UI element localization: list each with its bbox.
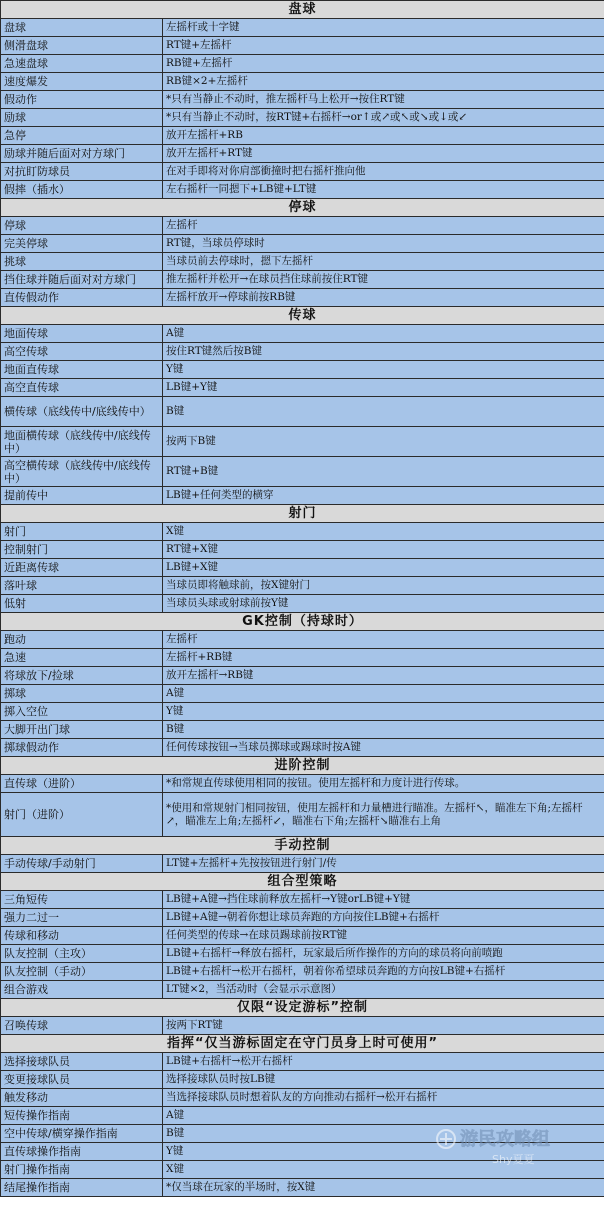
action-name: 触发移动 xyxy=(1,1089,163,1107)
action-name: 假摔（插水） xyxy=(1,181,163,199)
button-mapping: 左右摇杆一同摁下+LB键+LT键 xyxy=(163,181,604,199)
control-row xyxy=(1,541,604,559)
control-row xyxy=(1,457,604,487)
button-mapping: *只有当静止不动时，推左摇杆马上松开→按住RT键 xyxy=(163,91,604,109)
action-name: 高空传球 xyxy=(1,343,163,361)
control-row xyxy=(1,181,604,199)
control-row xyxy=(1,793,604,837)
section-header xyxy=(1,873,604,891)
action-name: 近距离传球 xyxy=(1,559,163,577)
button-mapping: A键 xyxy=(163,1107,604,1125)
action-name: 急速盘球 xyxy=(1,55,163,73)
control-row xyxy=(1,427,604,457)
control-row xyxy=(1,91,604,109)
action-name: 召唤传球 xyxy=(1,1017,163,1035)
button-mapping: LB键+右摇杆→松开右摇杆 xyxy=(163,1053,604,1071)
action-name: 高空直传球 xyxy=(1,379,163,397)
control-row xyxy=(1,379,604,397)
button-mapping: A键 xyxy=(163,685,604,703)
action-name: 掷球假动作 xyxy=(1,739,163,757)
button-mapping: 左摇杆+RB键 xyxy=(163,649,604,667)
button-mapping: 推左摇杆并松开→在球员挡住球前按住RT键 xyxy=(163,271,604,289)
action-name: 大脚开出门球 xyxy=(1,721,163,739)
action-name: 励球 xyxy=(1,109,163,127)
button-mapping: 放开左摇杆→RB键 xyxy=(163,667,604,685)
action-name: 急速 xyxy=(1,649,163,667)
section-title: 进阶控制 xyxy=(1,757,604,775)
action-name: 组合游戏 xyxy=(1,981,163,999)
control-row xyxy=(1,73,604,91)
button-mapping: LB键+右摇杆→松开右摇杆，朝着你希望球员奔跑的方向按LB键+右摇杆 xyxy=(163,963,604,981)
button-mapping: LB键+A键→朝着你想让球员奔跑的方向按住LB键+右摇杆 xyxy=(163,909,604,927)
action-name: 控制射门 xyxy=(1,541,163,559)
control-row xyxy=(1,649,604,667)
section-title: 手动控制 xyxy=(1,837,604,855)
section-header xyxy=(1,1035,604,1053)
button-mapping: *使用和常规射门相同按钮，使用左摇杆和力量槽进行瞄准。左摇杆↖，瞄准左下角;左摇杆↗，瞄准左上角;左摇杆↙，瞄准右下角;左摇杆↘瞄准右上角 xyxy=(163,793,604,837)
action-name: 低射 xyxy=(1,595,163,613)
action-name: 掷入空位 xyxy=(1,703,163,721)
action-name: 假动作 xyxy=(1,91,163,109)
action-name: 手动传球/手动射门 xyxy=(1,855,163,873)
watermark-brand: 游民攻略组 xyxy=(460,1129,550,1150)
button-mapping: *和常规直传球使用相同的按钮。使用左摇杆和力度计进行传球。 xyxy=(163,775,604,793)
action-name: 侧滑盘球 xyxy=(1,37,163,55)
button-mapping: LB键+X键 xyxy=(163,559,604,577)
button-mapping: LB键+A键→挡住球前释放左摇杆→Y键orLB键+Y键 xyxy=(163,891,604,909)
control-row xyxy=(1,325,604,343)
action-name: 挑球 xyxy=(1,253,163,271)
control-row xyxy=(1,739,604,757)
button-mapping: 左摇杆 xyxy=(163,217,604,235)
button-mapping: 当球员即将触球前，按X键射门 xyxy=(163,577,604,595)
action-name: 射门操作指南 xyxy=(1,1161,163,1179)
control-row xyxy=(1,1071,604,1089)
section-title: 传球 xyxy=(1,307,604,325)
control-row xyxy=(1,1089,604,1107)
control-row xyxy=(1,595,604,613)
action-name: 跑动 xyxy=(1,631,163,649)
action-name: 射门 xyxy=(1,523,163,541)
button-mapping: RT键+B键 xyxy=(163,457,604,487)
control-row xyxy=(1,909,604,927)
control-row xyxy=(1,855,604,873)
button-mapping: RT键+左摇杆 xyxy=(163,37,604,55)
section-header xyxy=(1,613,604,631)
action-name: 三角短传 xyxy=(1,891,163,909)
action-name: 地面传球 xyxy=(1,325,163,343)
control-row xyxy=(1,667,604,685)
button-mapping: LT键+左摇杆+先按按钮进行射门/传 xyxy=(163,855,604,873)
control-row xyxy=(1,631,604,649)
button-mapping: 按两下RT键 xyxy=(163,1017,604,1035)
control-row xyxy=(1,487,604,505)
action-name: 停球 xyxy=(1,217,163,235)
control-row xyxy=(1,235,604,253)
button-mapping: Y键 xyxy=(163,361,604,379)
action-name: 短传操作指南 xyxy=(1,1107,163,1125)
button-mapping: RB键+左摇杆 xyxy=(163,55,604,73)
button-mapping: 左摇杆或十字键 xyxy=(163,19,604,37)
section-header xyxy=(1,199,604,217)
button-mapping: A键 xyxy=(163,325,604,343)
action-name: 速度爆发 xyxy=(1,73,163,91)
control-row xyxy=(1,361,604,379)
section-title: 射门 xyxy=(1,505,604,523)
section-title: 停球 xyxy=(1,199,604,217)
action-name: 励球并随后面对对方球门 xyxy=(1,145,163,163)
control-row xyxy=(1,927,604,945)
action-name: 高空横传球（底线传中/底线传中） xyxy=(1,457,163,487)
section-title: 仅限“设定游标”控制 xyxy=(1,999,604,1017)
control-row xyxy=(1,559,604,577)
button-mapping: *只有当静止不动时，按RT键+右摇杆→or↑或↗或↖或↘或↓或↙ xyxy=(163,109,604,127)
button-mapping: B键 xyxy=(163,1125,604,1143)
control-row xyxy=(1,721,604,739)
section-header xyxy=(1,757,604,775)
control-row xyxy=(1,945,604,963)
action-name: 变更接球队员 xyxy=(1,1071,163,1089)
control-row xyxy=(1,127,604,145)
action-name: 对抗盯防球员 xyxy=(1,163,163,181)
button-mapping: B键 xyxy=(163,397,604,427)
control-row xyxy=(1,963,604,981)
button-mapping: 选择接球队员时按LB键 xyxy=(163,1071,604,1089)
button-mapping: Y键 xyxy=(163,1143,604,1161)
button-mapping: 按两下B键 xyxy=(163,427,604,457)
control-row xyxy=(1,703,604,721)
control-row xyxy=(1,1143,604,1161)
section-title: 指挥“仅当游标固定在守门员身上时可使用” xyxy=(1,1035,604,1053)
control-row xyxy=(1,19,604,37)
control-row xyxy=(1,523,604,541)
button-mapping: RT键，当球员停球时 xyxy=(163,235,604,253)
button-mapping: *仅当球在玩家的半场时，按X键 xyxy=(163,1179,604,1197)
control-row xyxy=(1,253,604,271)
control-row xyxy=(1,271,604,289)
section-header xyxy=(1,1,604,19)
button-mapping: RT键+X键 xyxy=(163,541,604,559)
section-header xyxy=(1,505,604,523)
action-name: 队友控制（主攻） xyxy=(1,945,163,963)
control-row xyxy=(1,37,604,55)
button-mapping: LB键+Y键 xyxy=(163,379,604,397)
button-mapping: LT键×2，当活动时（会显示示意图） xyxy=(163,981,604,999)
button-mapping: 放开左摇杆+RT键 xyxy=(163,145,604,163)
action-name: 射门（进阶） xyxy=(1,793,163,837)
button-mapping: 在对手即将对你肩部衝撞时把右摇杆推向他 xyxy=(163,163,604,181)
control-row xyxy=(1,981,604,999)
button-mapping: 当球员前去停球时，摁下左摇杆 xyxy=(163,253,604,271)
action-name: 落叶球 xyxy=(1,577,163,595)
control-row xyxy=(1,1053,604,1071)
section-header xyxy=(1,307,604,325)
section-header xyxy=(1,999,604,1017)
button-mapping: LB键+任何类型的横穿 xyxy=(163,487,604,505)
button-mapping: 左摇杆 xyxy=(163,631,604,649)
action-name: 直传假动作 xyxy=(1,289,163,307)
section-title: 组合型策略 xyxy=(1,873,604,891)
button-mapping: 放开左摇杆+RB xyxy=(163,127,604,145)
action-name: 挡住球并随后面对对方球门 xyxy=(1,271,163,289)
action-name: 横传球（底线传中/底线传中） xyxy=(1,397,163,427)
control-row xyxy=(1,577,604,595)
action-name: 地面直传球 xyxy=(1,361,163,379)
button-mapping: RB键×2+左摇杆 xyxy=(163,73,604,91)
action-name: 提前传中 xyxy=(1,487,163,505)
action-name: 直传球（进阶） xyxy=(1,775,163,793)
action-name: 盘球 xyxy=(1,19,163,37)
control-row xyxy=(1,217,604,235)
button-mapping: 任何类型的传球→在球员踢球前按RT键 xyxy=(163,927,604,945)
button-mapping: LB键+右摇杆→释放右摇杆，玩家最后所作操作的方向的球员将向前喷跑 xyxy=(163,945,604,963)
action-name: 传球和移动 xyxy=(1,927,163,945)
control-row xyxy=(1,1107,604,1125)
button-mapping: 按住RT键然后按B键 xyxy=(163,343,604,361)
button-mapping: Y键 xyxy=(163,703,604,721)
control-row xyxy=(1,109,604,127)
control-row xyxy=(1,397,604,427)
control-row xyxy=(1,55,604,73)
button-mapping: 左摇杆放开→停球前按RB键 xyxy=(163,289,604,307)
action-name: 空中传球/横穿操作指南 xyxy=(1,1125,163,1143)
action-name: 将球放下/捡球 xyxy=(1,667,163,685)
control-row xyxy=(1,1179,604,1197)
control-row xyxy=(1,1017,604,1035)
action-name: 地面横传球（底线传中/底线传中） xyxy=(1,427,163,457)
control-row xyxy=(1,775,604,793)
action-name: 急停 xyxy=(1,127,163,145)
button-mapping: B键 xyxy=(163,721,604,739)
control-row xyxy=(1,163,604,181)
action-name: 掷球 xyxy=(1,685,163,703)
section-header xyxy=(1,837,604,855)
control-row xyxy=(1,289,604,307)
controls-table-body xyxy=(1,1,604,1197)
watermark-credit: Shy夏夏 xyxy=(492,1153,535,1166)
action-name: 强力二过一 xyxy=(1,909,163,927)
button-mapping: X键 xyxy=(163,1161,604,1179)
control-row xyxy=(1,1161,604,1179)
section-title: 盘球 xyxy=(1,1,604,19)
control-row xyxy=(1,343,604,361)
button-mapping: 当球员头球或射球前按Y键 xyxy=(163,595,604,613)
action-name: 完美停球 xyxy=(1,235,163,253)
control-row xyxy=(1,1125,604,1143)
section-title: GK控制（持球时） xyxy=(1,613,604,631)
button-mapping: 任何传球按钮→当球员掷球或踢球时按A键 xyxy=(163,739,604,757)
control-row xyxy=(1,145,604,163)
control-row xyxy=(1,685,604,703)
action-name: 队友控制（手动） xyxy=(1,963,163,981)
button-mapping: 当选择接球队员时想着队友的方向推动右摇杆→松开右摇杆 xyxy=(163,1089,604,1107)
control-row xyxy=(1,891,604,909)
action-name: 直传球操作指南 xyxy=(1,1143,163,1161)
action-name: 结尾操作指南 xyxy=(1,1179,163,1197)
action-name: 选择接球队员 xyxy=(1,1053,163,1071)
button-mapping: X键 xyxy=(163,523,604,541)
